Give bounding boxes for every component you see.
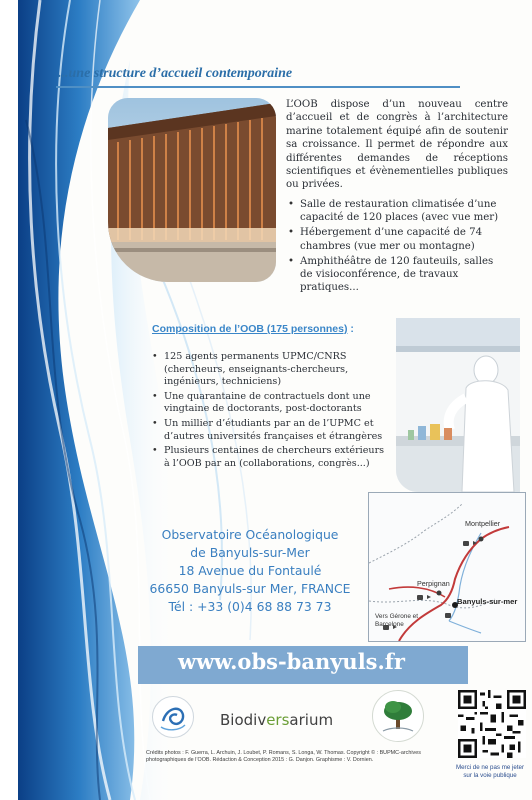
building-photo [108,98,276,282]
biodiversarium-text-a: Biodiv [220,711,267,729]
map-label-girona-line1: Vers Gérone et [375,613,418,620]
composition-item: • Plusieurs centaines de chercheurs extérieurs à l’OOB par an (collaborations, congrès...) [164,445,386,470]
composition-item: • Un millier d’étudiants par an de l’UPMC et d’autres universités françaises et étrangères [164,418,386,443]
composition-item: • Une quarantaine de contractuels dont une vingtaine de doctorants, post-doctorants [164,391,386,416]
address-line: 18 Avenue du Fontaulé [178,563,322,578]
oob-logo [152,696,194,738]
litter-notice-line: Merci de ne pas me jeter [455,764,525,771]
qr-code[interactable] [458,690,526,758]
photo-credits: Crédits photos : F. Guerra, L. Archuin, J. Loubet, P. Romans, S. Longa, W. Thomas. Copyright © : BUPMC-archives photographiques de l’OOB. Rédaction & Conception 2015 : G. Danjon. Graphisme : V. Dornien. [146,750,421,764]
map-label-girona-line2: Barcelone [375,620,404,628]
location-map [368,492,526,642]
phone-line: Tél : +33 (0)4 68 88 73 73 [168,599,332,614]
address-line: Observatoire Océanologique [161,527,339,542]
facility-item: • Salle de restauration climatisée d’une capacité de 120 places (avec vue mer) [300,198,508,224]
map-label-girona [375,613,418,628]
map-label-banyuls: Banyuls-sur-mer [457,597,518,606]
heading-divider [56,86,460,88]
address-line: 66650 Banyuls-sur Mer, FRANCE [149,581,351,596]
composition-title [152,323,354,335]
composition-title-text: Composition de l’OOB (175 personnes) [152,323,348,335]
address-line: de Banyuls-sur-Mer [190,545,310,560]
composition-list [150,351,386,472]
litter-notice-line: sur la voie publique [463,772,517,779]
intro-paragraph: L’OOB dispose d’un nouveau centre d’accueil et de congrès à l’architecture marine totalement équipé afin de soutenir sa croissance. Il permet de répondre aux différentes demandes de réceptions scientifiques et évènementielles publiques ou privées. [286,99,508,191]
biodiversarium-text-b: ers [266,711,290,729]
jardin-logo [372,690,424,742]
map-label-perpignan: Perpignan [417,579,450,588]
website-link[interactable]: www.obs-banyuls.fr [178,649,405,674]
litter-notice [452,764,528,780]
facilities-list [286,198,508,296]
biodiversarium-logo [220,711,333,729]
map-label-montpellier: Montpellier [465,519,501,528]
composition-title-colon: : [347,323,354,335]
address-block [146,526,354,616]
lab-photo [396,318,520,492]
facility-item: • Hébergement d’une capacité de 74 chambres (vue mer ou montagne) [300,226,508,252]
composition-item: • 125 agents permanents UPMC/CNRS (chercheurs, enseignants-chercheurs, ingénieurs, techniciens) [164,351,386,389]
facility-item: • Amphithéâtre de 120 fauteuils, salles de visioconférence, de travaux pratiques... [300,255,508,295]
biodiversarium-text-c: arium [289,711,334,729]
section-heading: ...une structure d’accueil contemporaine [58,66,293,81]
